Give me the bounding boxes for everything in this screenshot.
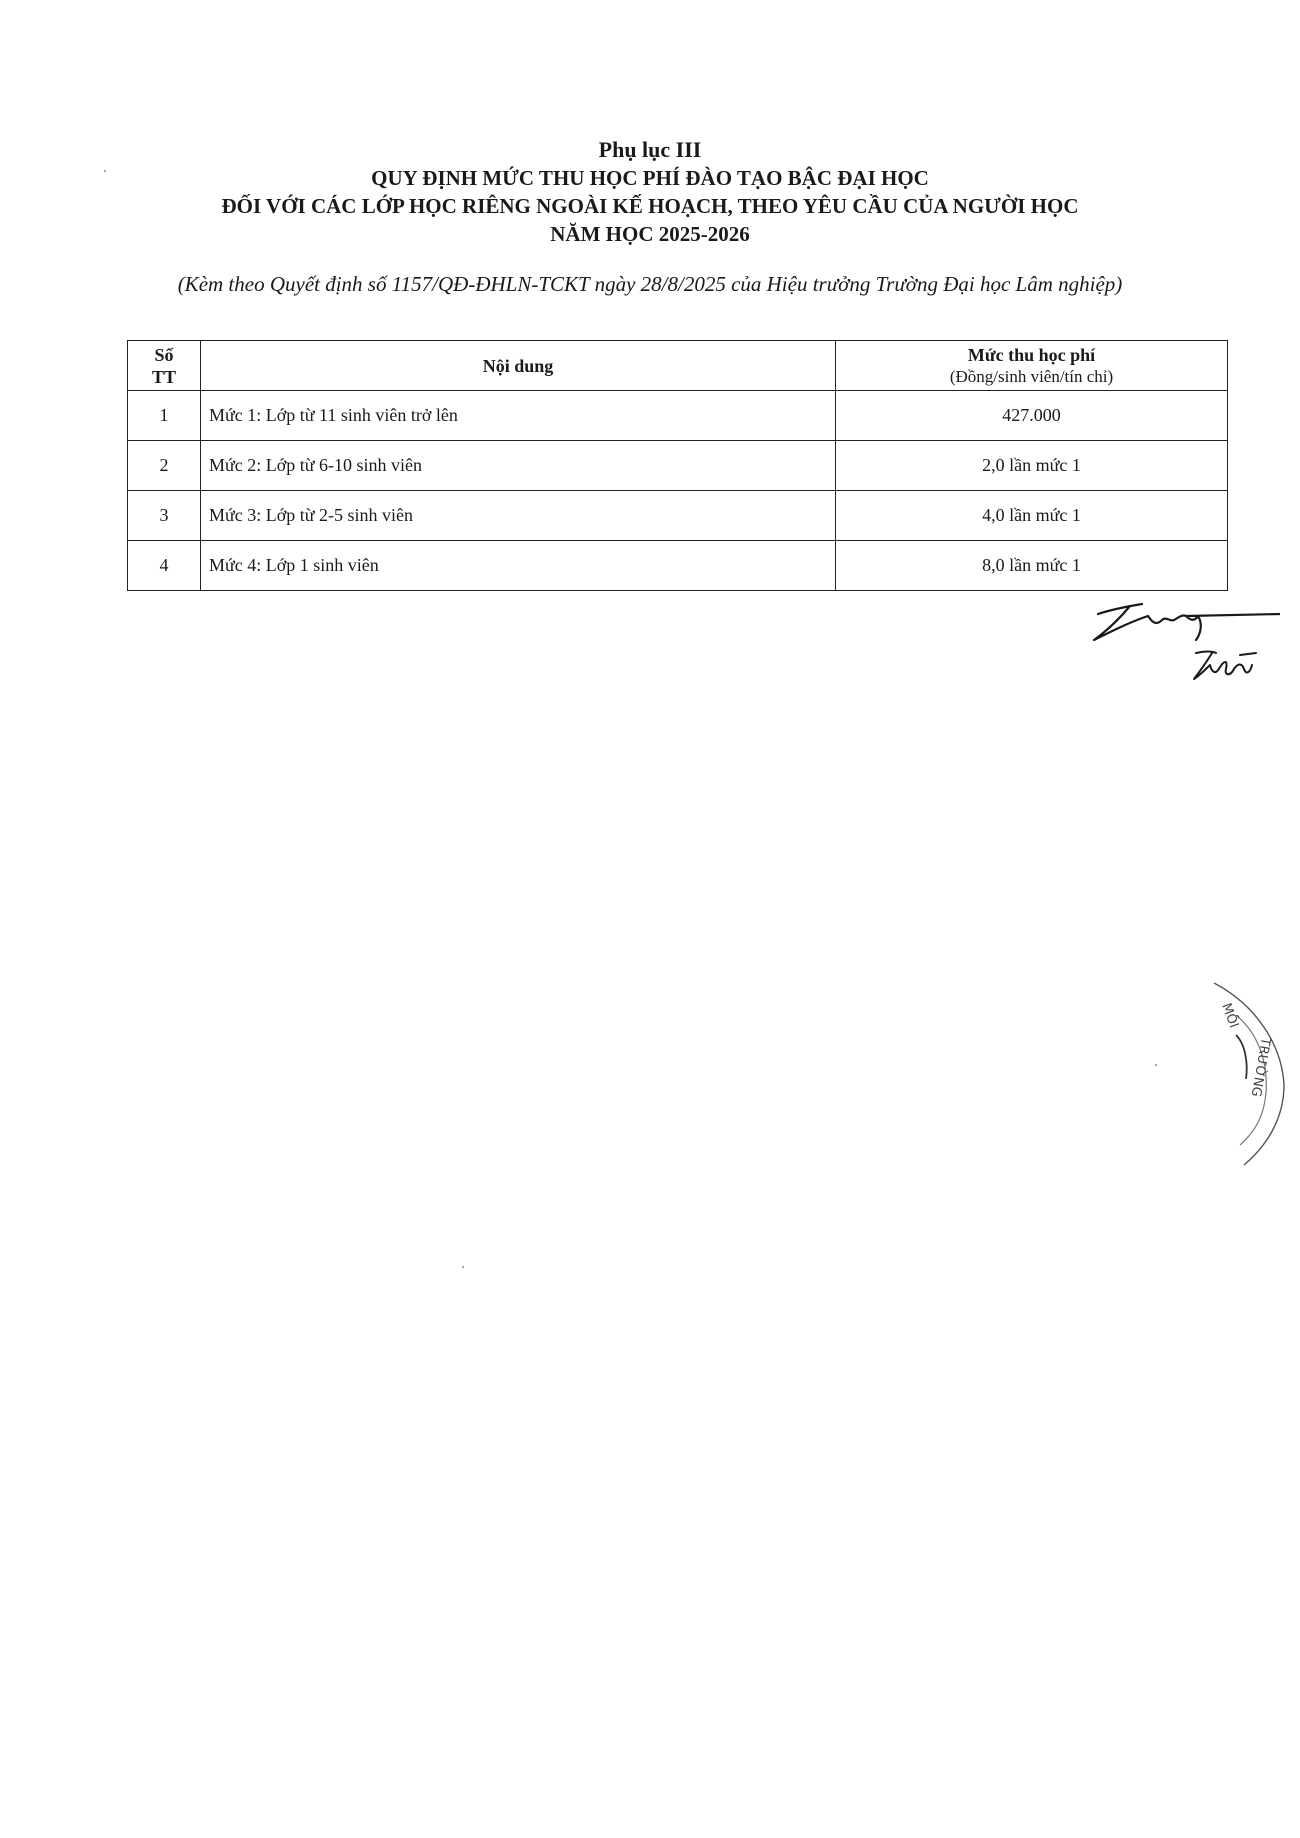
fee-table-header-row: [128, 341, 1228, 391]
svg-text:TRƯỜNG: TRƯỜNG: [1247, 1036, 1273, 1098]
row-fee: 2,0 lần mức 1: [836, 441, 1228, 491]
scan-speck: [462, 1266, 464, 1268]
document-title-line-1: [0, 164, 1300, 192]
stamp-fragment: [1196, 975, 1286, 1175]
row-number: 2: [128, 441, 201, 491]
signature-mark: [1090, 592, 1280, 642]
document-title-line-2: [0, 192, 1300, 220]
scan-speck: [104, 170, 106, 172]
header-fee-unit: (Đồng/sinh viên/tín chỉ): [949, 366, 1114, 386]
row-number: 3: [128, 491, 201, 541]
table-row: [128, 491, 1228, 541]
row-content: Mức 3: Lớp từ 2-5 sinh viên: [201, 491, 836, 541]
initials-mark: [1190, 645, 1260, 685]
row-number: 1: [128, 391, 201, 441]
row-number: 4: [128, 541, 201, 591]
table-row: [128, 441, 1228, 491]
fee-table: [127, 340, 1228, 591]
header-number-line-2: TT: [151, 366, 176, 387]
row-content: Mức 2: Lớp từ 6-10 sinh viên: [201, 441, 836, 491]
header-fee-title: Mức thu học phí: [967, 344, 1096, 365]
document-subtitle: (Kèm theo Quyết định số 1157/QĐ-ĐHLN-TCKT ngày 28/8/2025 của Hiệu trưởng Trường Đại học Lâm nghiệp): [177, 272, 1123, 296]
appendix-title: [0, 136, 1300, 164]
svg-text:MÔI: MÔI: [1218, 1001, 1241, 1031]
row-fee: 427.000: [836, 391, 1228, 441]
document-title-line-3-text: NĂM HỌC 2025-2026: [550, 222, 750, 246]
appendix-title-text: Phụ lục III: [598, 137, 702, 162]
row-content: Mức 1: Lớp từ 11 sinh viên trở lên: [201, 391, 836, 441]
document-title-line-3: [0, 220, 1300, 248]
row-content: Mức 4: Lớp 1 sinh viên: [201, 541, 836, 591]
header-fee: [836, 341, 1228, 391]
header-number: [128, 341, 201, 391]
table-row: [128, 541, 1228, 591]
header-content: Nội dung: [201, 341, 836, 391]
scan-speck: [1155, 1064, 1157, 1066]
document-title-line-2-text: ĐỐI VỚI CÁC LỚP HỌC RIÊNG NGOÀI KẾ HOẠCH, THEO YÊU CẦU CỦA NGƯỜI HỌC: [221, 194, 1079, 218]
row-fee: 4,0 lần mức 1: [836, 491, 1228, 541]
table-row: [128, 391, 1228, 441]
document-title-line-1-text: QUY ĐỊNH MỨC THU HỌC PHÍ ĐÀO TẠO BẬC ĐẠI HỌC: [371, 166, 929, 190]
row-fee: 8,0 lần mức 1: [836, 541, 1228, 591]
header-number-line-1: Số: [154, 344, 174, 365]
